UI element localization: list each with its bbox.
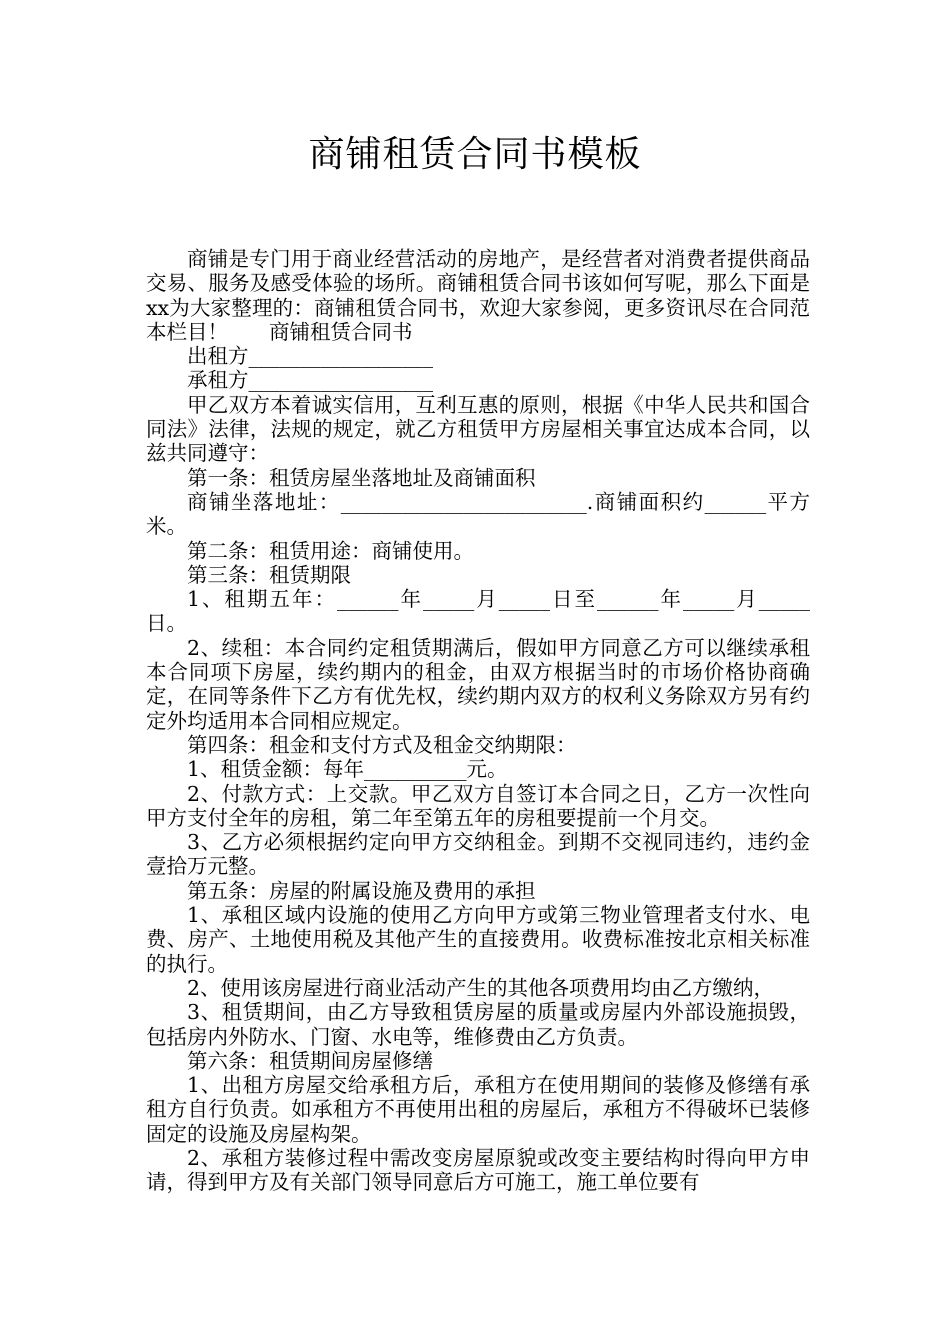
paragraph-address-area: 商铺坐落地址：________________________.商铺面积约______平方米。 <box>146 489 810 539</box>
paragraph-other-fees: 2、使用该房屋进行商业活动产生的其他各项费用均由乙方缴纳， <box>187 975 775 1000</box>
paragraph-payment-method: 2、付款方式：上交款。甲乙双方自签订本合同之日，乙方一次性向甲方支付全年的房租，第二年至第五年的房租要提前一个月交。 <box>146 781 810 830</box>
paragraph-rent-amount: 1、租赁金额：每年__________元。 <box>187 757 508 782</box>
paragraph-damage: 3、租赁期间，由乙方导致租赁房屋的质量或房屋内外部设施损毁，包括房内外防水、门窗、水电等，维修费由乙方负责。 <box>146 1000 810 1049</box>
paragraph-lessee: 承租方__________________ <box>187 368 433 393</box>
paragraph-term: 1、租期五年：______年_____月_____日至______年_____月_____日。 <box>146 587 810 636</box>
article-6-heading: 第六条：租赁期间房屋修缮 <box>187 1048 433 1073</box>
paragraph-lessor: 出租方__________________ <box>187 344 433 369</box>
article-3-heading: 第三条：租赁期限 <box>187 562 351 587</box>
article-2-heading: 第二条：租赁用途：商铺使用。 <box>187 538 474 563</box>
paragraph-renewal: 2、续租：本合同约定租赁期满后，假如甲方同意乙方可以继续承租本合同项下房屋，续约期内的租金，由双方根据当时的市场价格协商确定，在同等条件下乙方有优先权，续约期内双方的权利义务除双方另有约定外均适用本合同相应规定。 <box>146 635 810 733</box>
article-5-heading: 第五条：房屋的附属设施及费用的承担 <box>187 878 536 903</box>
article-4-heading: 第四条：租金和支付方式及租金交纳期限： <box>187 732 577 757</box>
paragraph-alterations: 2、承租方装修过程中需改变房屋原貌或改变主要结构时得向甲方申请，得到甲方及有关部门领导同意后方可施工，施工单位要有 <box>146 1145 810 1195</box>
document-title: 商铺租赁合同书模板 <box>308 134 642 175</box>
article-1-heading: 第一条：租赁房屋坐落地址及商铺面积 <box>187 465 536 490</box>
paragraph-utilities: 1、承租区域内设施的使用乙方向甲方或第三物业管理者支付水、电费、房产、土地使用税及其他产生的直接费用。收费标准按北京相关标准的执行。 <box>146 903 810 976</box>
paragraph-preamble: 甲乙双方本着诚实信用，互利互惠的原则，根据《中华人民共和国合同法》法律，法规的规定，就乙方租赁甲方房屋相关事宜达成本合同，以兹共同遵守： <box>146 392 810 466</box>
document-body <box>146 247 810 1195</box>
paragraph-intro: 商铺是专门用于商业经营活动的房地产，是经营者对消费者提供商品交易、服务及感受体验的场所。商铺租赁合同书该如何写呢，那么下面是xx为大家整理的：商铺租赁合同书，欢迎大家参阅，更多资讯尽在合同范本栏目！ 商铺租赁合同书 <box>146 247 810 344</box>
paragraph-repairs: 1、出租方房屋交给承租方后，承租方在使用期间的装修及修缮有承租方自行负责。如承租方不再使用出租的房屋后，承租方不得破坏已装修固定的设施及房屋构架。 <box>146 1073 810 1146</box>
paragraph-penalty: 3、乙方必须根据约定向甲方交纳租金。到期不交视同违约，违约金壹拾万元整。 <box>146 830 810 879</box>
